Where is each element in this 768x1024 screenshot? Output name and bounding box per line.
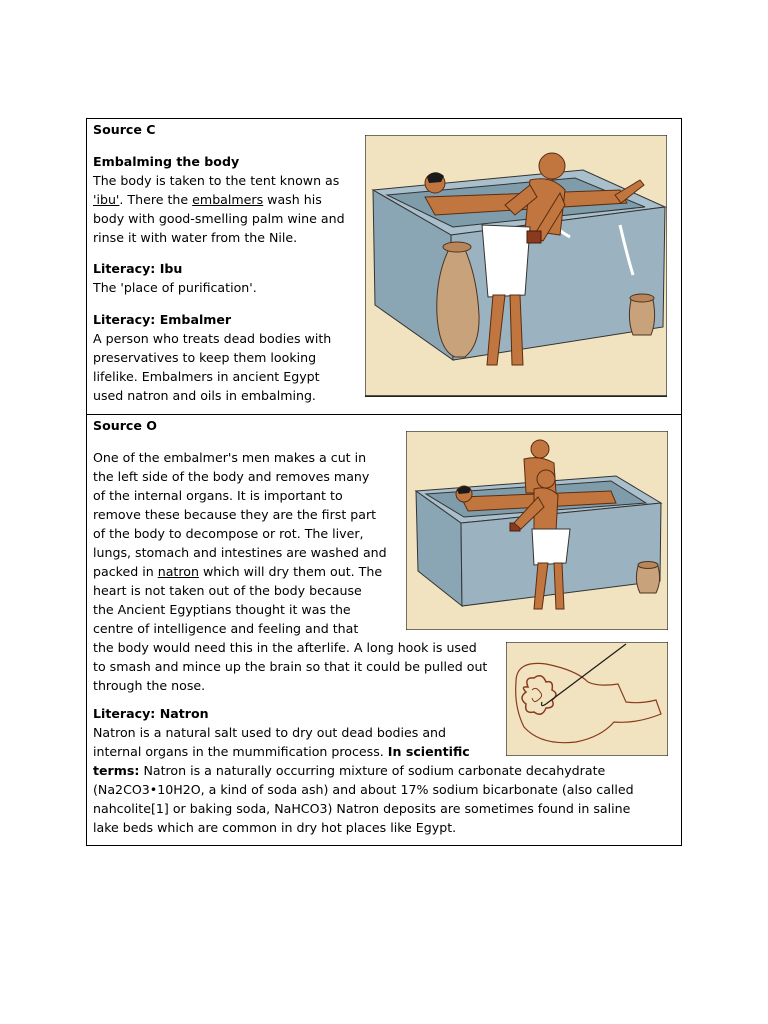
brain-hook-illustration xyxy=(506,642,668,756)
literacy-ibu-text: The 'place of purification'. xyxy=(93,280,257,295)
literacy-natron-line-1: Natron is a natural salt used to dry out dead bodies and xyxy=(93,725,447,740)
literacy-natron-line-3: terms: Natron is a naturally occurring mixture of sodium carbonate decahydrate xyxy=(93,763,606,778)
literacy-natron-line-4: (Na2CO3•10H2O, a kind of soda ash) and about 17% sodium bicarbonate (also called xyxy=(93,782,634,797)
source-o-line-3: of the internal organs. It is important to xyxy=(93,488,343,503)
literacy-embalmer-line-4: used natron and oils in embalming. xyxy=(93,388,316,403)
literacy-embalmer-line-1: A person who treats dead bodies with xyxy=(93,331,332,346)
literacy-ibu-title: Literacy: Ibu xyxy=(93,261,183,276)
source-c-line-3: body with good-smelling palm wine and xyxy=(93,211,345,226)
literacy-embalmer-title: Literacy: Embalmer xyxy=(93,312,232,327)
source-o-line-1: One of the embalmer's men makes a cut in xyxy=(93,450,367,465)
embalmers-term: embalmers xyxy=(192,192,264,207)
source-c-line-1: The body is taken to the tent known as xyxy=(93,173,340,188)
literacy-natron-title: Literacy: Natron xyxy=(93,706,209,721)
source-o-line-4: remove these because they are the first part xyxy=(93,507,377,522)
source-c-subheading: Embalming the body xyxy=(93,154,240,169)
literacy-embalmer-line-2: preservatives to keep them looking xyxy=(93,350,317,365)
source-o-line-8: heart is not taken out of the body because xyxy=(93,583,362,598)
source-c-heading: Source C xyxy=(93,122,156,137)
literacy-natron-line-5: nahcolite[1] or baking soda, NaHCO3) Natron deposits are sometimes found in saline xyxy=(93,801,631,816)
natron-term: natron xyxy=(157,564,199,579)
source-o-line-9: the Ancient Egyptians thought it was the xyxy=(93,602,351,617)
source-o-heading: Source O xyxy=(93,418,157,433)
source-c-line-4: rinse it with water from the Nile. xyxy=(93,230,298,245)
embalmers-washing-illustration xyxy=(365,135,667,397)
literacy-natron-line-6: lake beds which are common in dry hot places like Egypt. xyxy=(93,820,457,835)
ibu-term: 'ibu' xyxy=(93,192,120,207)
literacy-embalmer-line-3: lifelike. Embalmers in ancient Egypt xyxy=(93,369,320,384)
source-o-line-10: centre of intelligence and feeling and that xyxy=(93,621,359,636)
source-o-line-6: lungs, stomach and intestines are washed and xyxy=(93,545,387,560)
source-o-line-2: the left side of the body and removes many xyxy=(93,469,370,484)
organ-removal-illustration xyxy=(406,431,668,630)
source-o-line-11: the body would need this in the afterlife. A long hook is used xyxy=(93,640,477,655)
source-c-line-2: 'ibu'. There the embalmers wash his xyxy=(93,192,322,207)
source-o-line-13: through the nose. xyxy=(93,678,206,693)
source-o-line-5: of the body to decompose or rot. The liver, xyxy=(93,526,364,541)
source-o-line-12: to smash and mince up the brain so that it could be pulled out xyxy=(93,659,488,674)
literacy-natron-line-2: internal organs in the mummification process. In scientific xyxy=(93,744,470,759)
source-o-line-7: packed in natron which will dry them out. The xyxy=(93,564,383,579)
